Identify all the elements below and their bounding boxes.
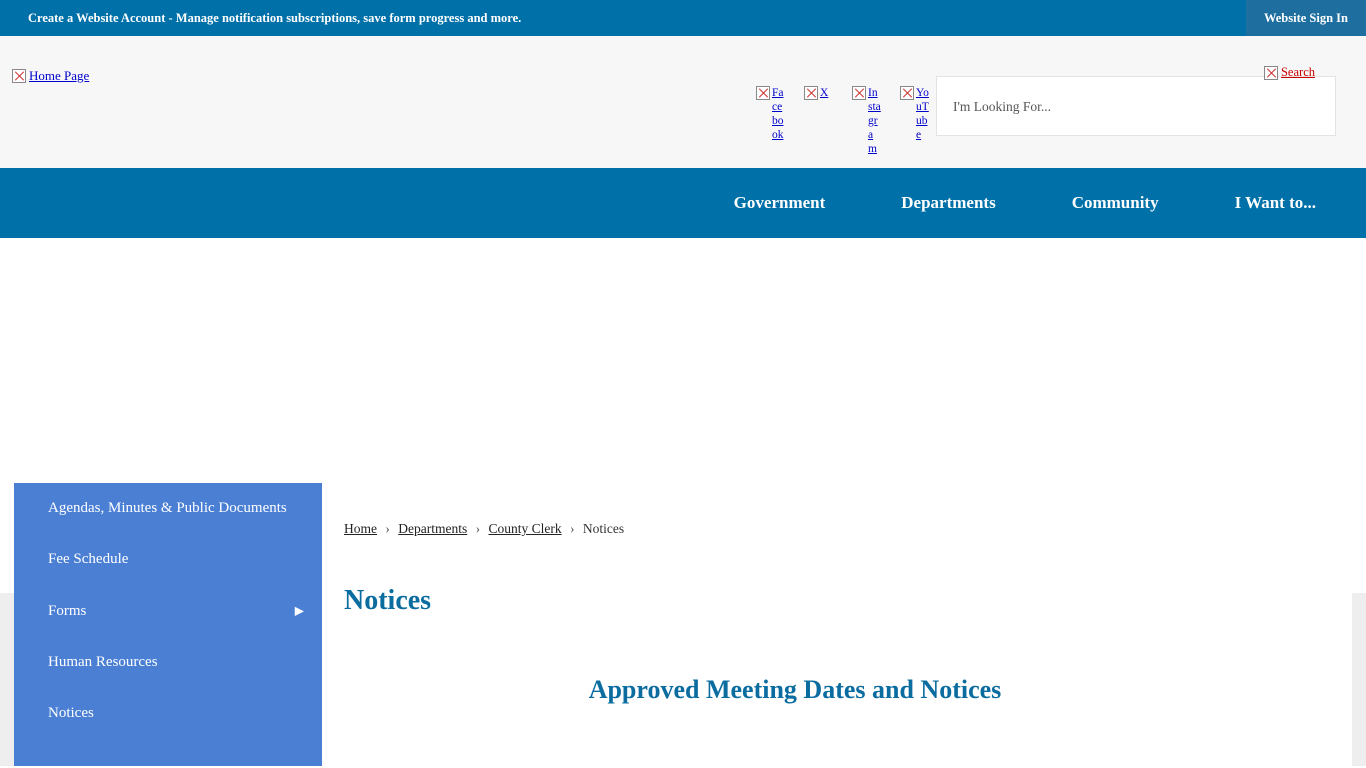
search-box[interactable] (936, 65, 1336, 136)
nav-item-i-want-to[interactable]: I Want to... (1234, 193, 1316, 212)
utility-bar (0, 0, 1366, 36)
breadcrumb-separator: › (385, 521, 390, 536)
nav-item-departments[interactable]: Departments (901, 193, 996, 212)
facebook-icon[interactable] (756, 86, 786, 142)
page-content (0, 238, 1366, 766)
main-column (344, 483, 1336, 766)
sidebar-item-human-resources[interactable]: Human Resources (48, 653, 158, 670)
x-alt-text: X (820, 87, 829, 99)
youtube-icon[interactable] (900, 86, 930, 142)
breadcrumb-link-county-clerk[interactable]: County Clerk (488, 521, 562, 536)
youtube-alt-text: YouTube (916, 87, 929, 141)
document-heading: Approved Meeting Dates and Notices (588, 675, 1002, 704)
main-navigation (0, 168, 1366, 238)
breadcrumb-separator: › (569, 521, 575, 536)
search-icon[interactable] (1264, 65, 1315, 80)
social-links (756, 86, 930, 156)
nav-item-community[interactable]: Community (1071, 193, 1159, 212)
nav-item-government[interactable]: Government (733, 193, 826, 212)
home-page-logo-alt-text: Home Page (29, 68, 90, 83)
breadcrumb-current-notices: Notices (582, 521, 625, 536)
broken-image-icon (12, 69, 26, 83)
search-input[interactable]: I'm Looking For... (953, 99, 1052, 114)
broken-image-icon (1264, 66, 1278, 80)
create-account-message (0, 11, 521, 26)
page-title: Notices (344, 585, 432, 616)
sidebar-item-agendas-minutes-public-documents[interactable]: Agendas, Minutes & Public Documents (48, 500, 287, 516)
home-page-logo-link[interactable] (12, 68, 89, 84)
sidebar-item-forms[interactable] (14, 586, 322, 637)
search-button-alt-text: Search (1280, 65, 1315, 79)
create-website-account-link[interactable]: Create a Website Account (28, 10, 166, 25)
broken-image-icon (756, 86, 770, 100)
broken-image-icon (804, 86, 818, 100)
breadcrumb-separator: › (475, 521, 481, 536)
section-sidebar (14, 483, 322, 766)
sidebar-item-fee-schedule[interactable]: Fee Schedule (48, 551, 129, 568)
instagram-icon[interactable] (852, 86, 882, 156)
breadcrumb-link-home[interactable]: Home (344, 521, 377, 536)
sidebar-item-notices[interactable]: Notices (48, 705, 94, 721)
website-sign-in-button[interactable]: Website Sign In (1246, 0, 1366, 36)
facebook-alt-text: Facebook (772, 87, 784, 141)
instagram-alt-text: Instagram (868, 87, 881, 155)
breadcrumb (344, 483, 1336, 537)
x-icon[interactable] (804, 86, 834, 100)
create-account-description: - Manage notification subscriptions, save form progress and more. (165, 10, 522, 25)
broken-image-icon (852, 86, 866, 100)
site-header (0, 36, 1366, 168)
breadcrumb-link-departments[interactable]: Departments (398, 521, 468, 536)
broken-image-icon (900, 86, 914, 100)
sidebar-item-label: Forms (48, 602, 87, 619)
chevron-right-icon: ▶ (294, 603, 304, 618)
